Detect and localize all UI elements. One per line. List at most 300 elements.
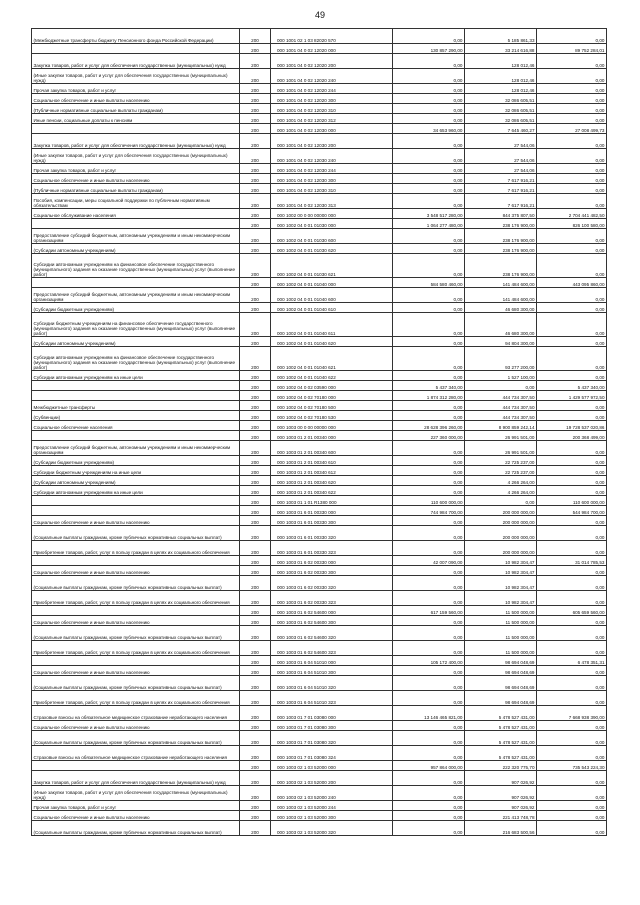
- row-unexecuted-amount: 0,00: [537, 84, 607, 94]
- row-executed-amount: 33 214 616,88: [465, 44, 537, 54]
- table-row: [32, 786, 607, 801]
- row-executed-amount: 141 484 600,00: [465, 278, 537, 288]
- row-name: Субсидии автономным учреждениям на финансовое обеспечение государственного (муниципального) задания на оказание государственных (муниципальных) услуг (выполнение работ): [32, 254, 240, 278]
- row-name: [32, 496, 240, 506]
- row-budget-code: 000 1003 01 2 01 00340 000: [271, 431, 393, 441]
- row-executed-amount: 26 991 501,00: [465, 441, 537, 456]
- row-unexecuted-amount: 0,00: [537, 731, 607, 746]
- table-row: [32, 456, 607, 466]
- row-name: Приобретение товаров, работ, услуг в пользу граждан в целях их социального обеспечения: [32, 591, 240, 606]
- row-unexecuted-amount: 2 704 441 482,50: [537, 209, 607, 219]
- row-admin-code: 200: [240, 566, 271, 576]
- row-approved-amount: 0,00: [393, 626, 465, 641]
- row-unexecuted-amount: 7 668 938 390,00: [537, 706, 607, 721]
- row-approved-amount: 0,00: [393, 184, 465, 194]
- row-executed-amount: 32 086 605,51: [465, 114, 537, 124]
- row-name: Прочая закупка товаров, работ и услуг: [32, 801, 240, 811]
- row-name: (Субсидии автономным учреждениям): [32, 337, 240, 347]
- row-approved-amount: 957 864 000,00: [393, 761, 465, 771]
- table-row: [32, 278, 607, 288]
- table-row: [32, 337, 607, 347]
- row-executed-amount: 7 617 916,21: [465, 174, 537, 184]
- row-budget-code: 000 1001 04 0 02 12020 240: [271, 69, 393, 84]
- table-row: [32, 381, 607, 391]
- row-approved-amount: 0,00: [393, 486, 465, 496]
- row-approved-amount: 0,00: [393, 347, 465, 371]
- row-unexecuted-amount: 826 100 580,00: [537, 219, 607, 229]
- table-row: [32, 431, 607, 441]
- row-name: (Социальные выплаты гражданам, кроме публичных нормативных социальных выплат): [32, 626, 240, 641]
- row-budget-code: 000 1001 04 0 02 12030 313: [271, 194, 393, 209]
- row-approved-amount: 0,00: [393, 666, 465, 676]
- row-unexecuted-amount: 0,00: [537, 486, 607, 496]
- row-unexecuted-amount: 0,00: [537, 676, 607, 691]
- table-row: [32, 124, 607, 134]
- row-admin-code: 200: [240, 576, 271, 591]
- row-unexecuted-amount: 0,00: [537, 184, 607, 194]
- row-unexecuted-amount: 0,00: [537, 337, 607, 347]
- row-executed-amount: 11 500 000,00: [465, 606, 537, 616]
- row-admin-code: 200: [240, 431, 271, 441]
- row-budget-code: 000 1002 04 0 02 70180 500: [271, 401, 393, 411]
- table-row: [32, 288, 607, 303]
- row-admin-code: 200: [240, 811, 271, 821]
- row-unexecuted-amount: 1 429 577 972,50: [537, 391, 607, 401]
- row-admin-code: 200: [240, 94, 271, 104]
- row-unexecuted-amount: 0,00: [537, 626, 607, 641]
- row-admin-code: 200: [240, 54, 271, 69]
- row-approved-amount: 0,00: [393, 721, 465, 731]
- row-admin-code: 200: [240, 303, 271, 313]
- row-admin-code: 200: [240, 721, 271, 731]
- row-budget-code: 000 1001 04 0 02 12030 000: [271, 124, 393, 134]
- row-budget-code: 000 1003 01 6 01 00330 320: [271, 526, 393, 541]
- row-budget-code: 000 1003 01 6 02 54600 300: [271, 616, 393, 626]
- row-admin-code: 200: [240, 821, 271, 836]
- row-admin-code: 200: [240, 184, 271, 194]
- row-budget-code: 000 1002 04 0 01 01040 610: [271, 303, 393, 313]
- row-budget-code: 000 1001 04 0 02 12030 200: [271, 134, 393, 149]
- row-executed-amount: 444 734 307,50: [465, 391, 537, 401]
- row-executed-amount: 5 478 527 431,00: [465, 721, 537, 731]
- row-admin-code: 200: [240, 771, 271, 786]
- row-budget-code: 000 1003 01 1 01 R1380 000: [271, 496, 393, 506]
- row-name: (Публичные нормативные социальные выплаты гражданам): [32, 104, 240, 114]
- row-executed-amount: 907 026,92: [465, 801, 537, 811]
- row-budget-code: 000 1003 01 2 01 00340 620: [271, 476, 393, 486]
- row-unexecuted-amount: 0,00: [537, 576, 607, 591]
- table-row: [32, 69, 607, 84]
- row-executed-amount: 200 000 000,00: [465, 526, 537, 541]
- row-name: Закупка товаров, работ и услуг для обеспечения государственных (муниципальных) нужд: [32, 134, 240, 149]
- row-name: Субсидии автономным учреждениям на финансовое обеспечение государственного (муниципального) задания на оказание государственных (муниципальных) услуг (выполнение работ): [32, 347, 240, 371]
- row-admin-code: 200: [240, 496, 271, 506]
- table-row: [32, 656, 607, 666]
- row-admin-code: 200: [240, 69, 271, 84]
- row-admin-code: 200: [240, 441, 271, 456]
- row-approved-amount: 227 360 000,00: [393, 431, 465, 441]
- row-executed-amount: 93 277 200,00: [465, 347, 537, 371]
- row-executed-amount: 32 086 605,51: [465, 94, 537, 104]
- row-unexecuted-amount: 27 008 499,73: [537, 124, 607, 134]
- row-admin-code: 200: [240, 104, 271, 114]
- row-approved-amount: 1 874 312 280,00: [393, 391, 465, 401]
- table-row: [32, 801, 607, 811]
- row-budget-code: 000 1003 02 1 03 52000 320: [271, 821, 393, 836]
- table-row: [32, 347, 607, 371]
- row-approved-amount: 0,00: [393, 94, 465, 104]
- row-approved-amount: 0,00: [393, 591, 465, 606]
- row-budget-code: 000 1003 01 6 01 00330 000: [271, 506, 393, 516]
- row-name: (Социальные выплаты гражданам, кроме публичных нормативных социальных выплат): [32, 731, 240, 746]
- row-executed-amount: 222 320 775,70: [465, 761, 537, 771]
- row-executed-amount: 27 544,06: [465, 134, 537, 149]
- row-budget-code: 000 1003 01 2 01 00340 600: [271, 441, 393, 456]
- row-executed-amount: 10 982 304,47: [465, 566, 537, 576]
- row-unexecuted-amount: 0,00: [537, 254, 607, 278]
- row-admin-code: 200: [240, 84, 271, 94]
- table-row: [32, 411, 607, 421]
- row-approved-amount: 0,00: [393, 691, 465, 706]
- row-approved-amount: 584 580 460,00: [393, 278, 465, 288]
- row-budget-code: 000 1002 04 0 01 01030 600: [271, 229, 393, 244]
- row-admin-code: 200: [240, 229, 271, 244]
- row-approved-amount: 0,00: [393, 786, 465, 801]
- budget-table-body: [32, 29, 607, 836]
- table-row: [32, 811, 607, 821]
- row-unexecuted-amount: 0,00: [537, 303, 607, 313]
- row-unexecuted-amount: 544 984 700,00: [537, 506, 607, 516]
- row-executed-amount: 4 266 264,00: [465, 476, 537, 486]
- table-row: [32, 486, 607, 496]
- row-unexecuted-amount: 0,00: [537, 244, 607, 254]
- row-budget-code: 000 1002 04 0 01 01030 620: [271, 244, 393, 254]
- row-name: [32, 124, 240, 134]
- row-name: Субсидии бюджетным учреждениям на финансовое обеспечение государственного (муниципального) задания на оказание государственных (муниципальных) услуг (выполнение работ): [32, 313, 240, 337]
- row-budget-code: 000 1003 02 1 03 52000 240: [271, 786, 393, 801]
- row-executed-amount: 128 012,46: [465, 69, 537, 84]
- row-approved-amount: 5 437 340,00: [393, 381, 465, 391]
- row-admin-code: 200: [240, 526, 271, 541]
- row-executed-amount: 7 645 460,27: [465, 124, 537, 134]
- row-approved-amount: 0,00: [393, 746, 465, 761]
- row-unexecuted-amount: 0,00: [537, 616, 607, 626]
- row-budget-code: 000 1001 04 0 02 12020 200: [271, 54, 393, 69]
- row-approved-amount: 0,00: [393, 476, 465, 486]
- row-name: [32, 391, 240, 401]
- row-admin-code: 200: [240, 706, 271, 721]
- row-admin-code: 200: [240, 134, 271, 149]
- row-name: [32, 606, 240, 616]
- row-approved-amount: 1 064 277 480,00: [393, 219, 465, 229]
- row-budget-code: 000 1001 04 0 02 12020 244: [271, 84, 393, 94]
- row-unexecuted-amount: 0,00: [537, 149, 607, 164]
- table-row: [32, 746, 607, 761]
- row-admin-code: 200: [240, 506, 271, 516]
- row-approved-amount: 0,00: [393, 821, 465, 836]
- row-unexecuted-amount: 0,00: [537, 456, 607, 466]
- row-approved-amount: 0,00: [393, 244, 465, 254]
- row-admin-code: 200: [240, 124, 271, 134]
- row-name: Иные пенсии, социальные доплаты к пенсиям: [32, 114, 240, 124]
- row-admin-code: 200: [240, 254, 271, 278]
- row-admin-code: 200: [240, 556, 271, 566]
- row-executed-amount: 4 266 264,00: [465, 486, 537, 496]
- table-row: [32, 114, 607, 124]
- row-executed-amount: 27 544,06: [465, 149, 537, 164]
- row-admin-code: 200: [240, 337, 271, 347]
- table-row: [32, 219, 607, 229]
- row-executed-amount: 444 734 307,50: [465, 411, 537, 421]
- row-executed-amount: 7 617 916,21: [465, 194, 537, 209]
- table-row: [32, 556, 607, 566]
- row-name: Социальное обеспечение и иные выплаты населению: [32, 174, 240, 184]
- table-row: [32, 616, 607, 626]
- row-admin-code: 200: [240, 691, 271, 706]
- row-approved-amount: 0,00: [393, 526, 465, 541]
- row-name: [32, 44, 240, 54]
- row-name: Межбюджетные трансферты: [32, 401, 240, 411]
- row-budget-code: 000 1002 04 0 02 70180 000: [271, 391, 393, 401]
- row-approved-amount: 0,00: [393, 134, 465, 149]
- row-unexecuted-amount: 0,00: [537, 194, 607, 209]
- row-executed-amount: 11 500 000,00: [465, 626, 537, 641]
- row-approved-amount: 0,00: [393, 164, 465, 174]
- row-admin-code: 200: [240, 801, 271, 811]
- row-budget-code: 000 1001 04 0 02 12030 240: [271, 149, 393, 164]
- row-unexecuted-amount: 0,00: [537, 441, 607, 456]
- row-admin-code: 200: [240, 114, 271, 124]
- row-approved-amount: 105 172 400,00: [393, 656, 465, 666]
- row-approved-amount: 0,00: [393, 401, 465, 411]
- row-executed-amount: 98 694 048,69: [465, 676, 537, 691]
- row-executed-amount: 98 694 048,69: [465, 666, 537, 676]
- row-name: Предоставление субсидий бюджетным, автономным учреждениям и иным некоммерческим организациям: [32, 229, 240, 244]
- table-row: [32, 721, 607, 731]
- table-row: [32, 606, 607, 616]
- row-unexecuted-amount: 0,00: [537, 229, 607, 244]
- row-unexecuted-amount: 110 600 000,00: [537, 496, 607, 506]
- row-unexecuted-amount: 0,00: [537, 371, 607, 381]
- row-name: (Социальные выплаты гражданам, кроме публичных нормативных социальных выплат): [32, 821, 240, 836]
- row-name: (Публичные нормативные социальные выплаты гражданам): [32, 184, 240, 194]
- row-name: [32, 278, 240, 288]
- row-executed-amount: 0,00: [465, 381, 537, 391]
- row-name: Приобретение товаров, работ, услуг в пользу граждан в целях их социального обеспечения: [32, 641, 240, 656]
- row-budget-code: 000 1003 01 6 02 00330 300: [271, 566, 393, 576]
- table-row: [32, 761, 607, 771]
- row-unexecuted-amount: 19 728 537 020,86: [537, 421, 607, 431]
- table-row: [32, 566, 607, 576]
- row-executed-amount: 46 680 300,00: [465, 303, 537, 313]
- table-row: [32, 401, 607, 411]
- row-name: Прочая закупка товаров, работ и услуг: [32, 84, 240, 94]
- row-approved-amount: 0,00: [393, 254, 465, 278]
- row-name: (Социальные выплаты гражданам, кроме публичных нормативных социальных выплат): [32, 526, 240, 541]
- row-budget-code: 000 1003 02 1 03 52000 300: [271, 811, 393, 821]
- row-executed-amount: 238 176 900,00: [465, 229, 537, 244]
- row-executed-amount: 27 544,06: [465, 164, 537, 174]
- row-budget-code: 000 1003 01 2 01 00340 612: [271, 466, 393, 476]
- row-executed-amount: 22 725 237,00: [465, 466, 537, 476]
- table-row: [32, 626, 607, 641]
- row-admin-code: 200: [240, 278, 271, 288]
- row-name: (Субсидии автономным учреждениям): [32, 244, 240, 254]
- row-name: [32, 219, 240, 229]
- row-approved-amount: 110 600 000,00: [393, 496, 465, 506]
- row-unexecuted-amount: 6 478 351,31: [537, 656, 607, 666]
- row-approved-amount: 0,00: [393, 641, 465, 656]
- row-admin-code: 200: [240, 209, 271, 219]
- row-admin-code: 200: [240, 466, 271, 476]
- row-approved-amount: 0,00: [393, 54, 465, 69]
- row-admin-code: 200: [240, 391, 271, 401]
- table-row: [32, 209, 607, 219]
- table-row: [32, 706, 607, 721]
- row-name: Субсидии автономным учреждениям на иные цели: [32, 486, 240, 496]
- row-executed-amount: 5 185 861,33: [465, 29, 537, 44]
- row-approved-amount: 28 628 396 260,00: [393, 421, 465, 431]
- row-name: (Субсидии автономным учреждениям): [32, 476, 240, 486]
- row-budget-code: 000 1002 04 0 01 01040 622: [271, 371, 393, 381]
- row-approved-amount: 0,00: [393, 811, 465, 821]
- row-name: (Социальные выплаты гражданам, кроме публичных нормативных социальных выплат): [32, 576, 240, 591]
- row-executed-amount: 5 478 527 431,00: [465, 706, 537, 721]
- row-name: [32, 556, 240, 566]
- row-name: Пособия, компенсации, меры социальной поддержки по публичным нормативным обязательствам: [32, 194, 240, 209]
- row-admin-code: 200: [240, 313, 271, 337]
- row-budget-code: 000 1002 04 0 01 01040 620: [271, 337, 393, 347]
- row-budget-code: 000 1003 01 7 01 03080 000: [271, 706, 393, 721]
- row-budget-code: 000 1003 01 6 01 00330 300: [271, 516, 393, 526]
- row-budget-code: 000 1002 04 0 01 01040 600: [271, 288, 393, 303]
- row-executed-amount: 907 026,92: [465, 771, 537, 786]
- row-name: Прочая закупка товаров, работ и услуг: [32, 164, 240, 174]
- row-budget-code: 000 1003 01 7 01 03080 324: [271, 746, 393, 761]
- row-unexecuted-amount: 0,00: [537, 691, 607, 706]
- row-executed-amount: 128 012,46: [465, 54, 537, 69]
- row-unexecuted-amount: 0,00: [537, 114, 607, 124]
- row-unexecuted-amount: 0,00: [537, 29, 607, 44]
- row-approved-amount: 0,00: [393, 441, 465, 456]
- row-executed-amount: 11 500 000,00: [465, 616, 537, 626]
- row-admin-code: 200: [240, 244, 271, 254]
- row-budget-code: 000 1003 02 1 03 52000 000: [271, 761, 393, 771]
- row-name: (Социальные выплаты гражданам, кроме публичных нормативных социальных выплат): [32, 676, 240, 691]
- row-budget-code: 000 1003 01 6 02 54600 323: [271, 641, 393, 656]
- row-budget-code: 000 1001 04 0 02 12020 300: [271, 94, 393, 104]
- row-name: Предоставление субсидий бюджетным, автономным учреждениям и иным некоммерческим организациям: [32, 288, 240, 303]
- row-budget-code: 000 1003 01 6 02 54600 000: [271, 606, 393, 616]
- row-approved-amount: 42 007 090,00: [393, 556, 465, 566]
- row-unexecuted-amount: 0,00: [537, 641, 607, 656]
- row-executed-amount: 907 026,92: [465, 786, 537, 801]
- row-budget-code: 000 1002 04 0 01 01030 000: [271, 219, 393, 229]
- row-admin-code: 200: [240, 676, 271, 691]
- row-name: Социальное обеспечение и иные выплаты населению: [32, 566, 240, 576]
- row-approved-amount: 0,00: [393, 456, 465, 466]
- row-name: Страховые взносы на обязательное медицинское страхование неработающего населения: [32, 706, 240, 721]
- row-approved-amount: 0,00: [393, 114, 465, 124]
- row-executed-amount: 444 734 307,50: [465, 401, 537, 411]
- row-admin-code: 200: [240, 486, 271, 496]
- row-executed-amount: 46 680 300,00: [465, 313, 537, 337]
- row-approved-amount: 0,00: [393, 411, 465, 421]
- row-name: (Иные закупки товаров, работ и услуг для обеспечения государственных (муниципальных) нужд): [32, 69, 240, 84]
- row-unexecuted-amount: 89 752 284,01: [537, 44, 607, 54]
- row-admin-code: 200: [240, 591, 271, 606]
- table-row: [32, 731, 607, 746]
- row-unexecuted-amount: 0,00: [537, 541, 607, 556]
- row-approved-amount: 0,00: [393, 288, 465, 303]
- row-executed-amount: 22 725 237,00: [465, 456, 537, 466]
- row-unexecuted-amount: 0,00: [537, 313, 607, 337]
- table-row: [32, 691, 607, 706]
- row-executed-amount: 0,00: [465, 496, 537, 506]
- row-admin-code: 200: [240, 541, 271, 556]
- row-budget-code: 000 1003 01 2 01 00340 622: [271, 486, 393, 496]
- row-budget-code: 000 1001 02 1 03 82020 570: [271, 29, 393, 44]
- row-approved-amount: 0,00: [393, 466, 465, 476]
- row-budget-code: 000 1001 04 0 02 12030 300: [271, 174, 393, 184]
- row-approved-amount: 0,00: [393, 84, 465, 94]
- row-name: Социальное обеспечение населения: [32, 421, 240, 431]
- row-name: [32, 506, 240, 516]
- table-row: [32, 44, 607, 54]
- table-row: [32, 496, 607, 506]
- row-unexecuted-amount: 0,00: [537, 174, 607, 184]
- table-row: [32, 441, 607, 456]
- row-unexecuted-amount: 0,00: [537, 401, 607, 411]
- table-row: [32, 516, 607, 526]
- table-row: [32, 134, 607, 149]
- row-budget-code: 000 1001 04 0 02 12030 310: [271, 184, 393, 194]
- row-name: (Иные закупки товаров, работ и услуг для обеспечения государственных (муниципальных) нужд): [32, 149, 240, 164]
- row-approved-amount: 130 857 290,00: [393, 44, 465, 54]
- row-unexecuted-amount: 0,00: [537, 566, 607, 576]
- row-budget-code: 000 1003 01 7 01 03080 300: [271, 721, 393, 731]
- row-admin-code: 200: [240, 626, 271, 641]
- table-row: [32, 164, 607, 174]
- row-admin-code: 200: [240, 656, 271, 666]
- row-unexecuted-amount: 0,00: [537, 134, 607, 149]
- row-budget-code: 000 1001 04 0 02 12020 312: [271, 114, 393, 124]
- row-name: Социальное обеспечение и иные выплаты населению: [32, 516, 240, 526]
- row-admin-code: 200: [240, 606, 271, 616]
- table-row: [32, 244, 607, 254]
- table-row: [32, 666, 607, 676]
- row-name: [32, 431, 240, 441]
- row-admin-code: 200: [240, 476, 271, 486]
- row-executed-amount: 128 012,46: [465, 84, 537, 94]
- row-budget-code: 000 1003 02 1 03 52000 200: [271, 771, 393, 786]
- row-executed-amount: 141 484 600,00: [465, 288, 537, 303]
- row-budget-code: 000 1002 04 0 02 70180 530: [271, 411, 393, 421]
- row-admin-code: 200: [240, 761, 271, 771]
- row-executed-amount: 11 500 000,00: [465, 641, 537, 656]
- table-row: [32, 29, 607, 44]
- row-budget-code: 000 1002 04 0 01 01040 621: [271, 347, 393, 371]
- row-unexecuted-amount: 0,00: [537, 771, 607, 786]
- row-approved-amount: 34 653 960,00: [393, 124, 465, 134]
- page-number: 49: [314, 10, 325, 20]
- row-approved-amount: 0,00: [393, 104, 465, 114]
- table-row: [32, 313, 607, 337]
- row-executed-amount: 221 413 748,78: [465, 811, 537, 821]
- row-admin-code: 200: [240, 456, 271, 466]
- row-executed-amount: 94 804 300,00: [465, 337, 537, 347]
- row-name: Предоставление субсидий бюджетным, автономным учреждениям и иным некоммерческим организациям: [32, 441, 240, 456]
